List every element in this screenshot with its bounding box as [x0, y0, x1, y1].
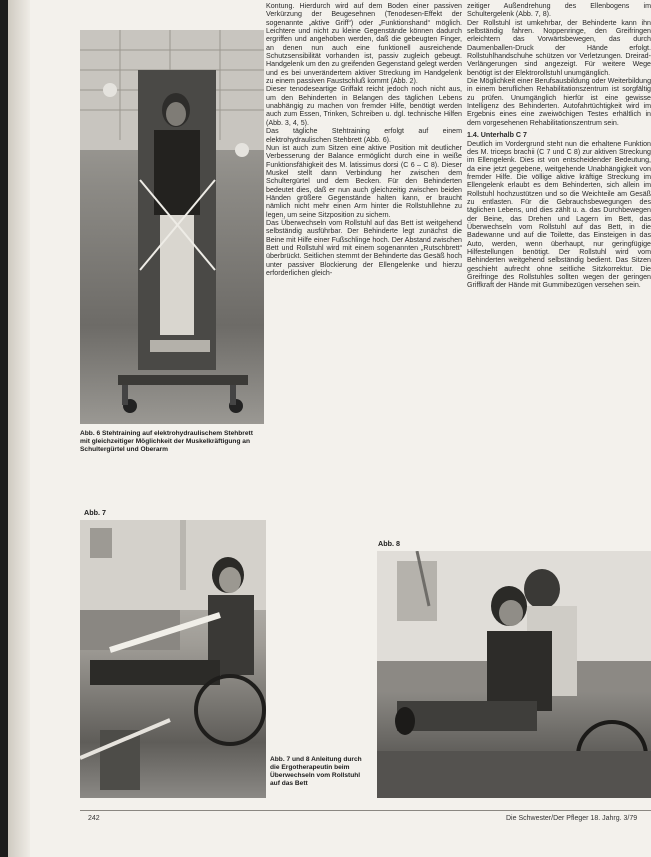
section-heading: 1.4. Unterhalb C 7 — [467, 131, 527, 140]
footer-rule — [80, 810, 651, 811]
paragraph: Nun ist auch zum Sitzen eine aktive Position mit deutlicher Verbesserung der Balance ermöglicht durch eine in weiße Funktionsfähigkeit des M. latissimus dorsi (C 6 – C 8). Dieser Muskel stellt dann Verbindung her zwischen dem Schultergürtel und dem Becken. Für den Behinderten bedeutet dies, daß er nun auch gleichzeitig zwischen beiden Händen größere Gegenstände halten kann, er braucht nämlich nicht mehr einen Arm hinter die Rollstuhllehne zu legen, um seine Sitzposition zu sichern. — [266, 143, 462, 219]
paragraph: Das Überwechseln vom Rollstuhl auf das Bett ist weitgehend selbständig ausführbar. Der Behinderte legt zunächst die Beine mit Hilfe einer Fußschlinge hoch. Der Abstand zwischen Bett und Rollstuhl wird mit einem sogenannten „Rutschbrett“ überbrückt. Seitlichen stemmt der Behinderte das Gesäß hoch unter passiver Blockierung der Ellengelenke und hierzu erforderlichen gleich- — [266, 218, 462, 277]
figure-6-caption: Abb. 6 Stehtraining auf elektrohydraulischem Stehbrett mit gleichzeitiger Möglichkeit der Muskelkräftigung an Schultergürtel und Oberarm — [80, 430, 253, 453]
journal-footer: Die Schwester/Der Pfleger 18. Jahrg. 3/79 — [506, 815, 638, 822]
photo-illustration — [377, 551, 651, 798]
text-column-2 — [266, 2, 462, 277]
photo-illustration — [80, 30, 264, 424]
paragraph: Die Möglichkeit einer Berufsausbildung oder Weiterbildung in einem beruflichen Rehabilitationszentrum ist sorgfältig zu prüfen. Unumgänglich hierfür ist eine gewisse Intelligenz des Behinderten. Autofahrtüchtigkeit wird im Ergebnis eines eine zweiwöchigen Testes erhältlich in dem vorgesehenen Rehabilitationszentrum sein. — [467, 77, 651, 127]
magazine-page — [8, 0, 651, 857]
paragraph: Kontung. Hierdurch wird auf dem Boden einer passiven Verkürzung der Beugesehnen (Tenodesen-Effekt der sogenannte „aktive Griff“) oder „Funktionshand“ möglich. Leichtere und nicht zu kleine Gegenstände können dadurch ergriffen und angehoben werden, daß die gebeugten Finger, an denen nun auch eine funktionell ausreichende Schutzsensibilität vorhanden ist, passiv zugleich gebeugt. Handgelenk um den zu greifenden Gegenstand gelegt werden und es bei unverändertem aktiver Streckung im Handgelenk zu einem passiven Faustschluß kommt (Abb. 2). — [266, 2, 462, 86]
photo-standing-frame — [80, 30, 264, 424]
paragraph: Das tägliche Stehtraining erfolgt auf einem elektrohydraulischen Stehbrett (Abb. 6). — [266, 127, 462, 144]
text-column-3 — [467, 2, 651, 492]
figure-8-label: Abb. 8 — [378, 539, 400, 548]
paragraph: Dieser tenodeseartige Griffakt reicht jedoch noch nicht aus, um den Behinderten in Belangen des täglichen Lebens unabhängig zu machen von fremder Hilfe, benötigt werden auch zum Essen, Trinken, Schreiben u. dgl. technische Hilfen (Abb. 3, 4, 5). — [266, 85, 462, 127]
photo-illustration — [80, 520, 266, 798]
page-number: 242 — [88, 815, 100, 822]
photo-transfer-wheelchair — [80, 520, 266, 798]
page-gutter — [8, 0, 30, 857]
paragraph: Der Rollstuhl ist umkehrbar, der Behinderte kann ihn selbständig fahren. Noppenringe, den Greifringen erleichtern das Vorwärtsbewegen, das durch Daumenballen-Druck der Hände erfolgt. Rollstuhlhandschuhe schützen vor Verletzungen. Dreirad-Verlängerungen sind angezeigt. Für weitere Wege benötigt ist der Elektrorollstuhl unumgänglich. — [467, 18, 651, 77]
paragraph: zeitiger Außendrehung des Ellenbogens im Schultergelenk (Abb. 7, 8). — [467, 2, 651, 19]
paragraph: Deutlich im Vordergrund steht nun die erhaltene Funktion des M. triceps brachii (C 7 und C 8) zur aktiven Streckung im Ellengelenk. Dies ist von entscheidender Bedeutung, da eine jetzt gegebene, weitgehende Unabhängigkeit von fremder Hilfe. Die völlige aktive kräftige Streckung im Ellengelenk erlaubt es dem Behinderten, sich allein im Rollstuhl hochzustützen und so die Weichteile am Gesäß zu entlasten. Für die Gebrauchsbewegungen des täglichen Lebens, und dies zählt u. a. das Durchbewegen der Beine, das Drehen und Lagern im Bett, das Überwechseln vom Rollstuhl auf das Bett, in die Badewanne und auf die Toilette, das Einsteigen in das Auto, werden, wenn überhaupt, nur geringfügige Hilfestellungen benötigt. Der Rollstuhl wird vom Behinderten weitgehend selbständig bedient. Das Sitzen geschieht aufrecht ohne seitliche Sitzkorrektur. Die Greifringe des Rollstuhles sollten wegen der geringen Griffkraft der Hände mit Gummibezügen versehen sein. — [467, 139, 651, 290]
figure-7-label: Abb. 7 — [84, 508, 106, 517]
photo-transfer-bed — [377, 551, 651, 798]
figure-7-8-caption: Abb. 7 und 8 Anleitung durch die Ergotherapeutin beim Überwechseln vom Rollstuhl auf das Bett — [270, 756, 362, 787]
